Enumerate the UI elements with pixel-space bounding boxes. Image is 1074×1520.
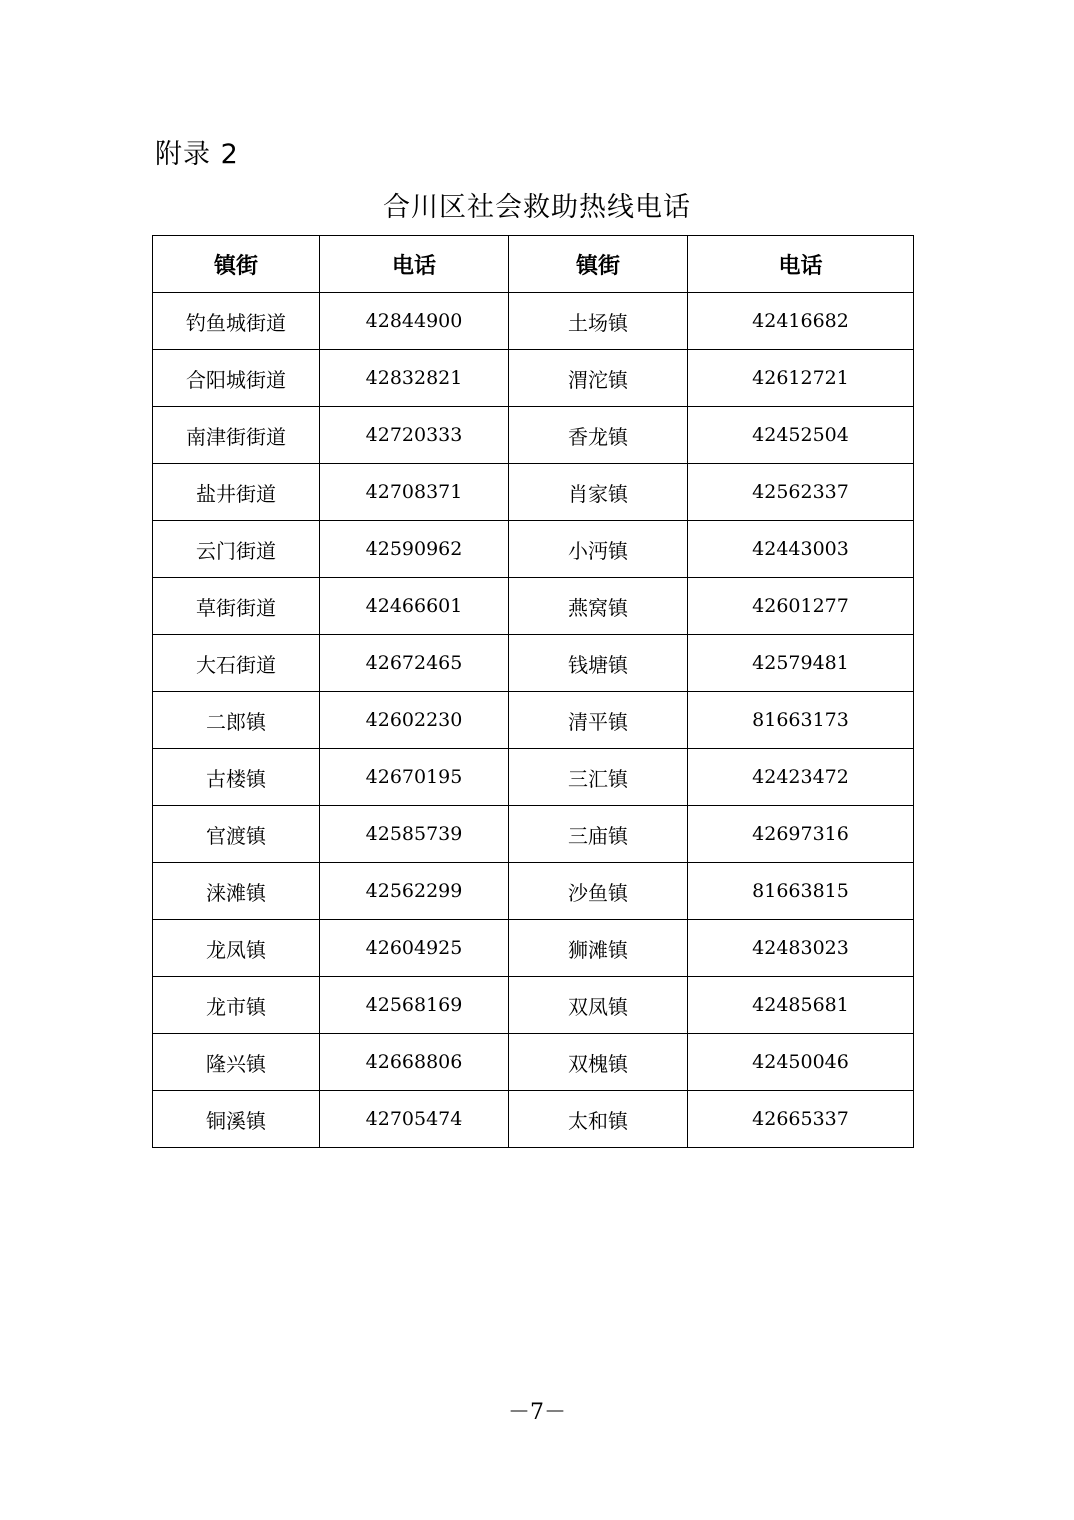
cell-town-left: 隆兴镇 [153,1034,320,1091]
hotline-table [152,235,914,1148]
cell-phone-right: 42612721 [688,350,914,407]
table-row [153,635,914,692]
table-row [153,521,914,578]
cell-phone-right: 42416682 [688,293,914,350]
cell-town-left: 草街街道 [153,578,320,635]
cell-town-right: 清平镇 [509,692,688,749]
cell-phone-right: 42562337 [688,464,914,521]
cell-phone-right: 42452504 [688,407,914,464]
cell-town-left: 合阳城街道 [153,350,320,407]
cell-phone-left: 42672465 [320,635,509,692]
cell-phone-left: 42708371 [320,464,509,521]
table-row [153,407,914,464]
cell-town-left: 南津街街道 [153,407,320,464]
cell-phone-right: 81663173 [688,692,914,749]
cell-phone-right: 42443003 [688,521,914,578]
cell-town-right: 肖家镇 [509,464,688,521]
table-row [153,920,914,977]
cell-town-right: 钱塘镇 [509,635,688,692]
cell-phone-left: 42590962 [320,521,509,578]
header-town-right: 镇街 [509,236,688,293]
cell-phone-left: 42604925 [320,920,509,977]
header-town-left: 镇街 [153,236,320,293]
cell-phone-right: 42423472 [688,749,914,806]
table-row [153,464,914,521]
cell-town-left: 古楼镇 [153,749,320,806]
cell-phone-left: 42844900 [320,293,509,350]
table-row [153,293,914,350]
cell-town-right: 渭沱镇 [509,350,688,407]
cell-phone-left: 42568169 [320,977,509,1034]
table-row [153,578,914,635]
cell-phone-left: 42832821 [320,350,509,407]
cell-phone-left: 42585739 [320,806,509,863]
cell-town-left: 龙市镇 [153,977,320,1034]
cell-town-right: 太和镇 [509,1091,688,1148]
table-row [153,977,914,1034]
table-row [153,1091,914,1148]
cell-town-left: 盐井街道 [153,464,320,521]
cell-phone-right: 42450046 [688,1034,914,1091]
cell-town-left: 涞滩镇 [153,863,320,920]
cell-town-left: 钓鱼城街道 [153,293,320,350]
table-row [153,806,914,863]
cell-phone-left: 42466601 [320,578,509,635]
cell-phone-left: 42720333 [320,407,509,464]
cell-town-left: 官渡镇 [153,806,320,863]
table-row [153,863,914,920]
cell-phone-left: 42602230 [320,692,509,749]
cell-town-left: 大石街道 [153,635,320,692]
table-row [153,1034,914,1091]
header-phone-right: 电话 [688,236,914,293]
cell-phone-right: 42485681 [688,977,914,1034]
cell-town-right: 狮滩镇 [509,920,688,977]
cell-phone-right: 42483023 [688,920,914,977]
page-number: －7－ [508,1400,566,1425]
cell-town-right: 沙鱼镇 [509,863,688,920]
cell-town-left: 云门街道 [153,521,320,578]
cell-phone-right: 42697316 [688,806,914,863]
table-header-row [153,236,914,293]
cell-phone-left: 42668806 [320,1034,509,1091]
cell-phone-right: 42579481 [688,635,914,692]
cell-town-left: 龙凤镇 [153,920,320,977]
table-row [153,692,914,749]
cell-town-right: 三汇镇 [509,749,688,806]
cell-town-right: 双凤镇 [509,977,688,1034]
cell-town-left: 铜溪镇 [153,1091,320,1148]
page-title: 合川区社会救助热线电话 [383,192,691,223]
cell-town-right: 小沔镇 [509,521,688,578]
header-phone-left: 电话 [320,236,509,293]
cell-phone-right: 42601277 [688,578,914,635]
cell-town-right: 三庙镇 [509,806,688,863]
cell-phone-left: 42562299 [320,863,509,920]
cell-phone-right: 42665337 [688,1091,914,1148]
cell-phone-left: 42670195 [320,749,509,806]
table-row [153,350,914,407]
cell-town-right: 双槐镇 [509,1034,688,1091]
cell-town-right: 香龙镇 [509,407,688,464]
cell-town-right: 土场镇 [509,293,688,350]
cell-phone-left: 42705474 [320,1091,509,1148]
cell-phone-right: 81663815 [688,863,914,920]
cell-town-right: 燕窝镇 [509,578,688,635]
cell-town-left: 二郎镇 [153,692,320,749]
appendix-label: 附录 2 [155,139,239,170]
table-row [153,749,914,806]
